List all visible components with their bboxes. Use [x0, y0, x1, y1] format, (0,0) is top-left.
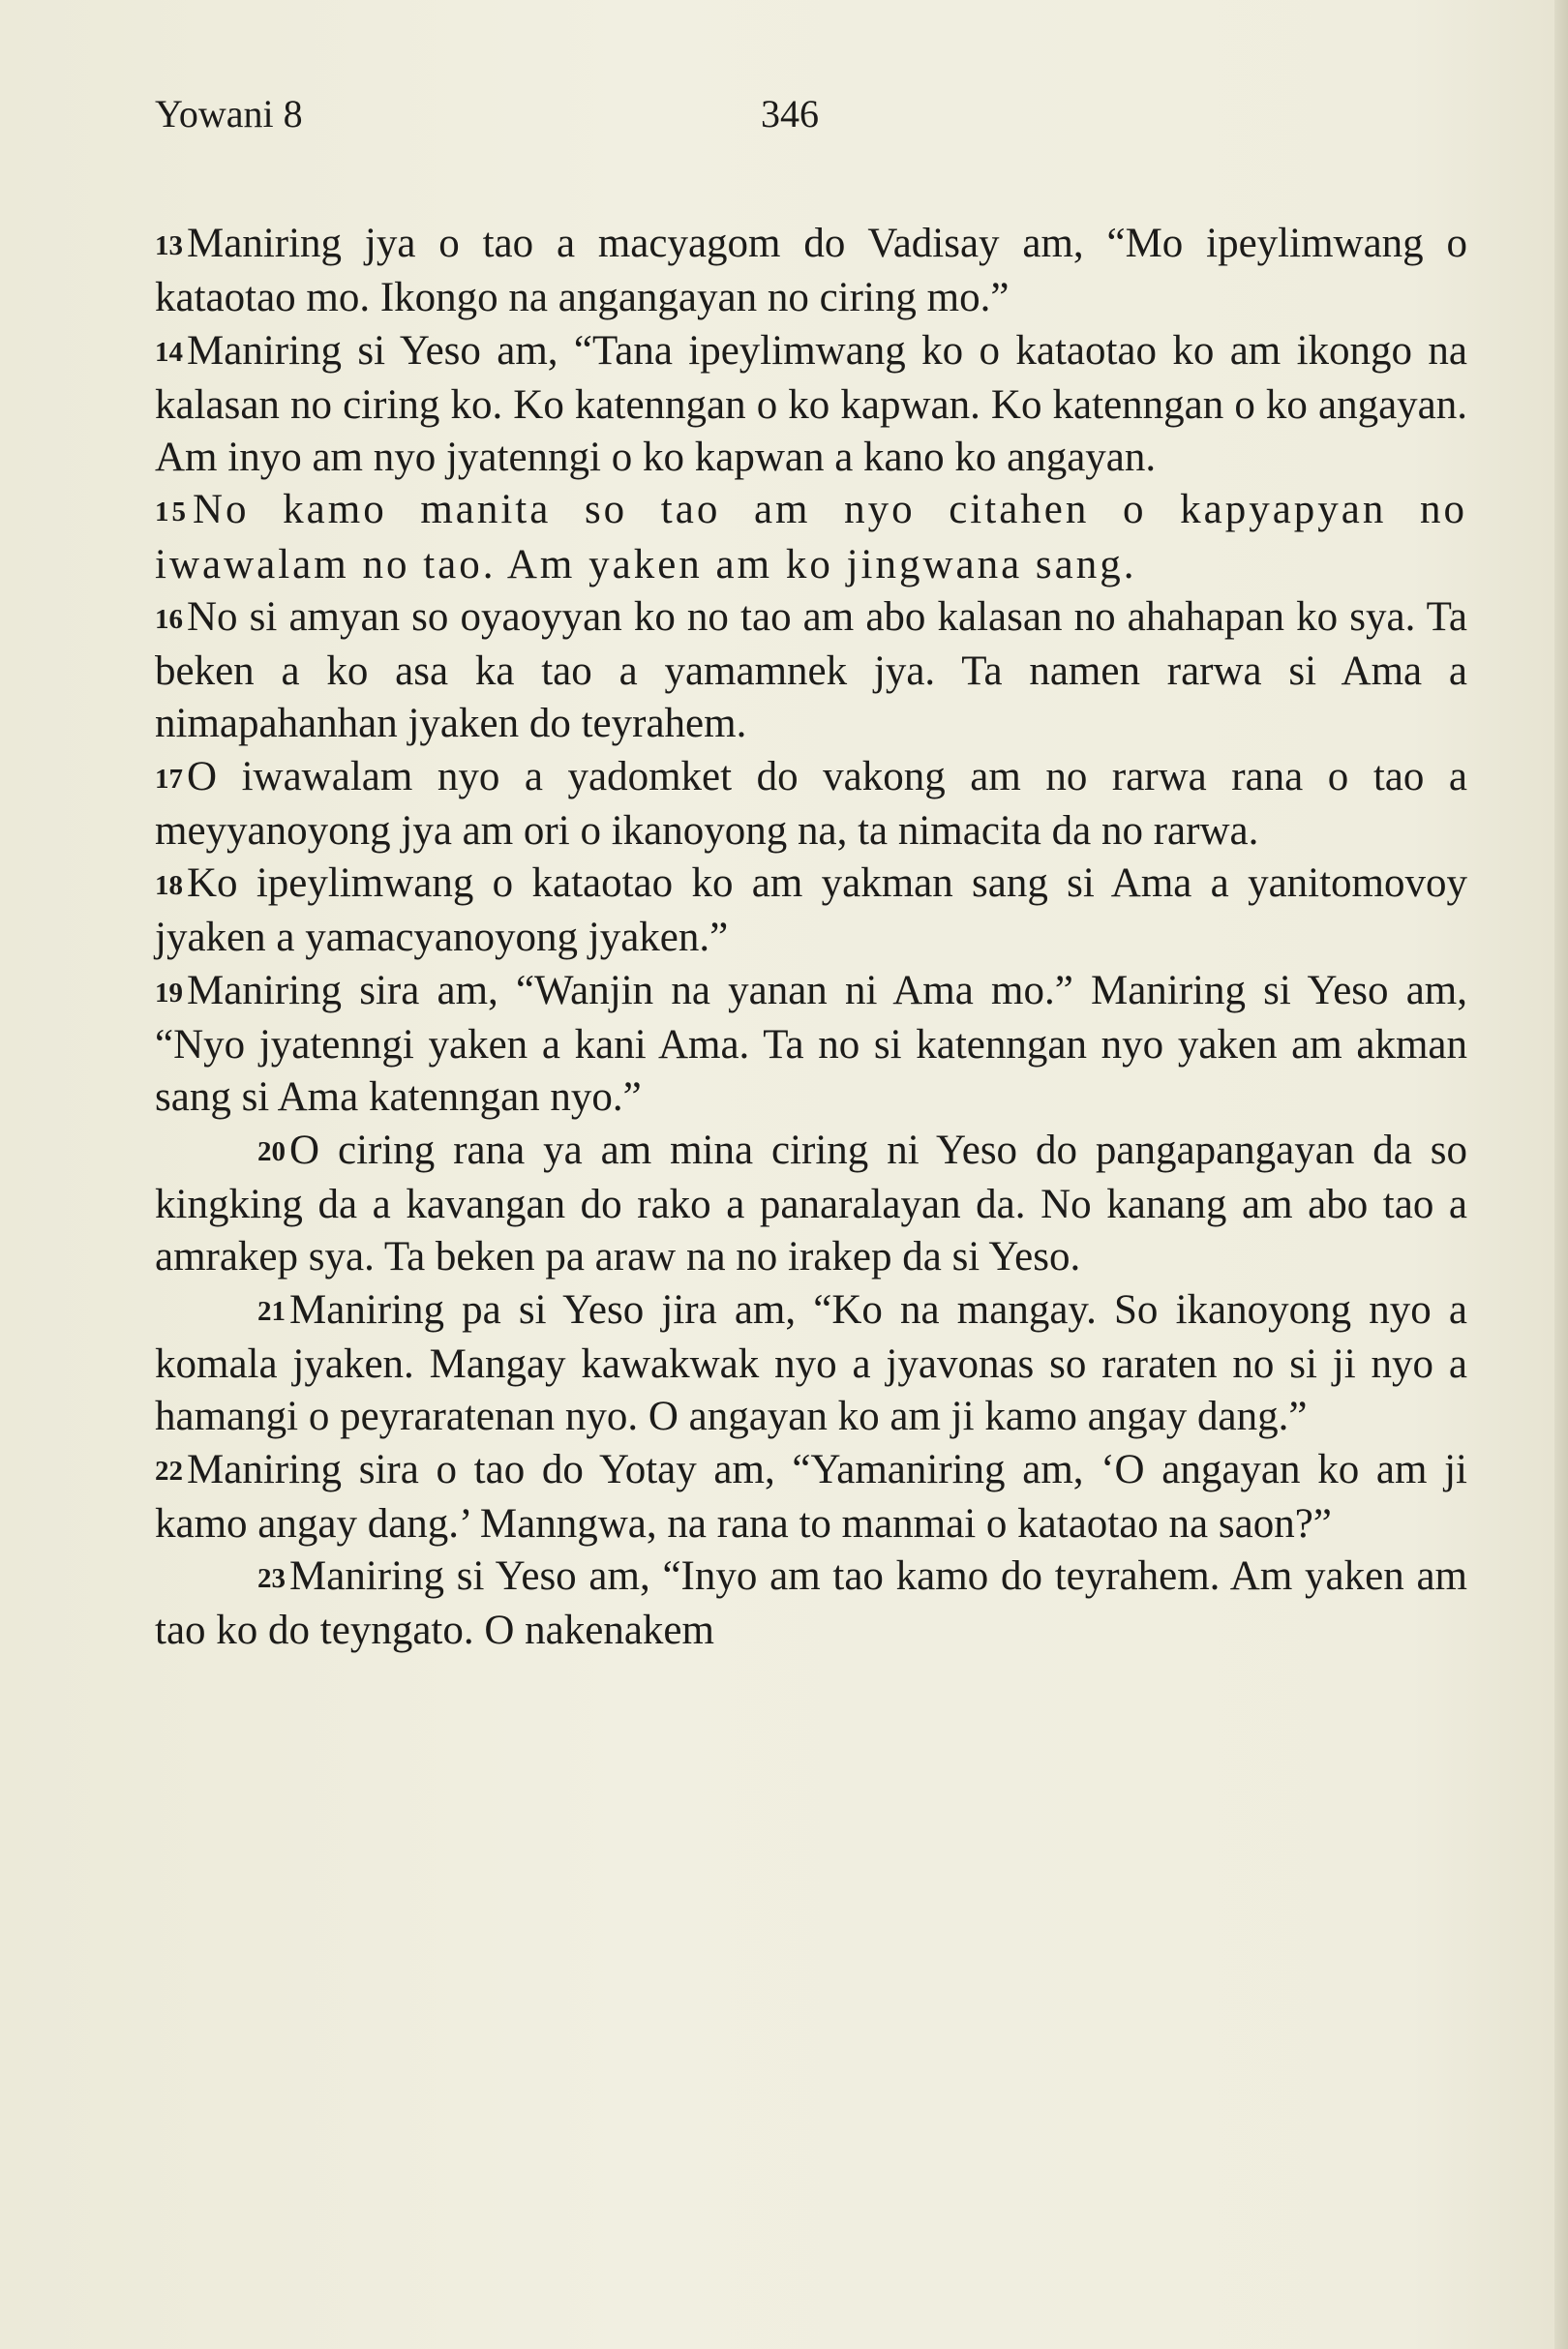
verse-number: 15 [155, 497, 189, 528]
verse [155, 751, 1467, 858]
verse-number: 17 [155, 763, 183, 795]
verse-text: No si amyan so oyaoyyan ko no tao am abo kalasan no ahahapan ko sya. Ta beken a ko asa ka tao a yamamnek jya. Ta namen rarwa si Ama a nimapahanhan jyaken do teyrahem. [155, 593, 1467, 747]
scripture-text [155, 218, 1467, 1658]
verse [155, 965, 1467, 1125]
verse [155, 1125, 1467, 1284]
verse [155, 218, 1467, 325]
verse-text: Maniring jya o tao a macyagom do Vadisay am, “Mo ipeylimwang o kataotao mo. Ikongo na angangayan no ciring mo.” [155, 221, 1467, 321]
book-chapter-label: Yowani 8 [155, 92, 303, 136]
verse-number: 22 [155, 1456, 183, 1488]
verse [155, 1551, 1467, 1658]
verse [155, 591, 1467, 751]
page-edge [1554, 0, 1568, 2349]
verse-number: 13 [155, 229, 183, 261]
verse-text: O iwawalam nyo a yadomket do vakong am no rarwa rana o tao a meyyanoyong jya am ori o ikanoyong na, ta nimacita da no rarwa. [155, 753, 1467, 854]
verse-number: 19 [155, 977, 183, 1009]
verse-number: 21 [257, 1296, 286, 1328]
verse-number: 14 [155, 337, 183, 369]
verse-text: Maniring pa si Yeso jira am, “Ko na mangay. So ikanoyong nyo a komala jyaken. Mangay kawakwak nyo a jyavonas so raraten no si ji nyo a hamangi o peyraratenan nyo. O angayan ko am ji kamo angay dang.” [155, 1286, 1467, 1440]
verse-number: 20 [257, 1136, 286, 1168]
verse-text: Maniring si Yeso am, “Inyo am tao kamo do teyrahem. Am yaken am tao ko do teyngato. O nakenakem [155, 1553, 1467, 1654]
verse-number: 23 [257, 1562, 286, 1594]
verse-text: Maniring sira am, “Wanjin na yanan ni Ama mo.” Maniring si Yeso am, “Nyo jyatenngi yaken a kani Ama. Ta no si katenngan nyo yaken am akman sang si Ama katenngan nyo.” [155, 967, 1467, 1121]
verse [155, 484, 1467, 591]
verse [155, 325, 1467, 485]
verse-text: Maniring si Yeso am, “Tana ipeylimwang ko o kataotao ko am ikongo na kalasan no ciring ko. Ko katenngan o ko kapwan. Ko katenngan o ko angayan. Am inyo am nyo jyatenngi o ko kapwan a kano ko angayan. [155, 327, 1467, 480]
verse-text: Maniring sira o tao do Yotay am, “Yamaniring am, ‘O angayan ko am ji kamo angay dang.’ Manngwa, na rana to manmai o kataotao na saon?” [155, 1446, 1467, 1547]
verse [155, 1444, 1467, 1551]
verse-text: Ko ipeylimwang o kataotao ko am yakman sang si Ama a yanitomovoy jyaken a yamacyanoyong jyaken.” [155, 860, 1467, 961]
verse [155, 1284, 1467, 1444]
verse [155, 858, 1467, 965]
verse-text: O ciring rana ya am mina ciring ni Yeso do pangapangayan da so kingking da a kavangan do rako a panaralayan da. No kanang am abo tao a amrakep sya. Ta beken pa araw na no irakep da si Yeso. [155, 1127, 1467, 1280]
page-number: 346 [761, 92, 819, 136]
running-header [155, 91, 1452, 149]
verse-number: 16 [155, 603, 183, 635]
verse-number: 18 [155, 870, 183, 901]
verse-text: No kamo manita so tao am nyo citahen o kapyapyan no iwawalam no tao. Am yaken am ko jingwana sang. [155, 487, 1467, 587]
